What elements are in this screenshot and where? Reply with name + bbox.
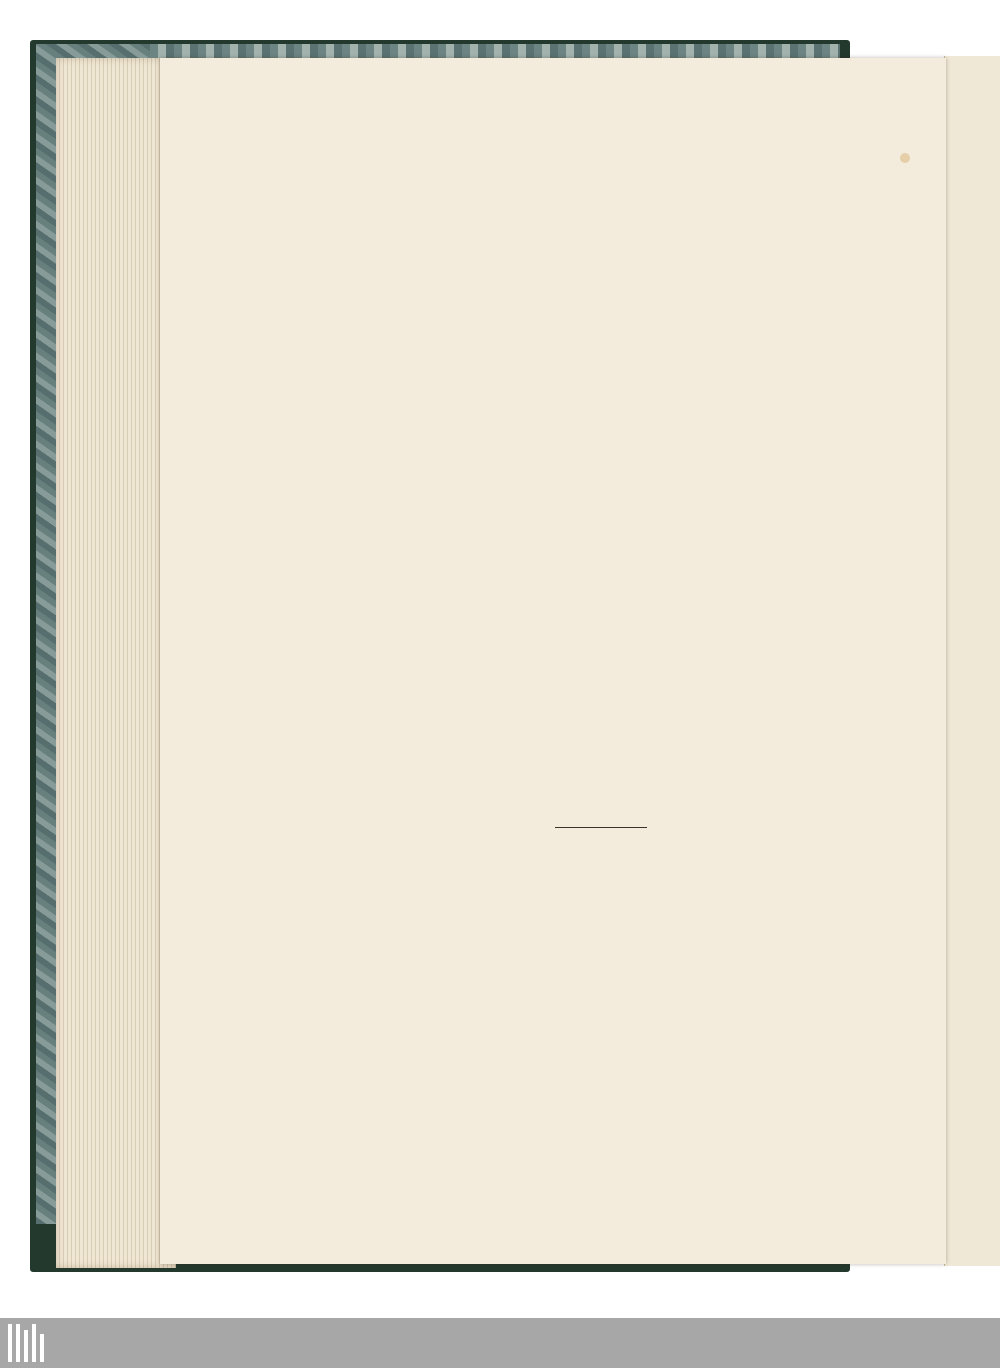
facing-page-edge	[944, 56, 1000, 1266]
library-footer	[0, 1318, 1000, 1368]
book-page	[160, 58, 946, 1264]
section-divider	[555, 827, 647, 828]
page-stack-edge	[56, 58, 176, 1268]
university-library-logo-icon	[6, 1322, 48, 1364]
page-stain	[900, 153, 910, 163]
